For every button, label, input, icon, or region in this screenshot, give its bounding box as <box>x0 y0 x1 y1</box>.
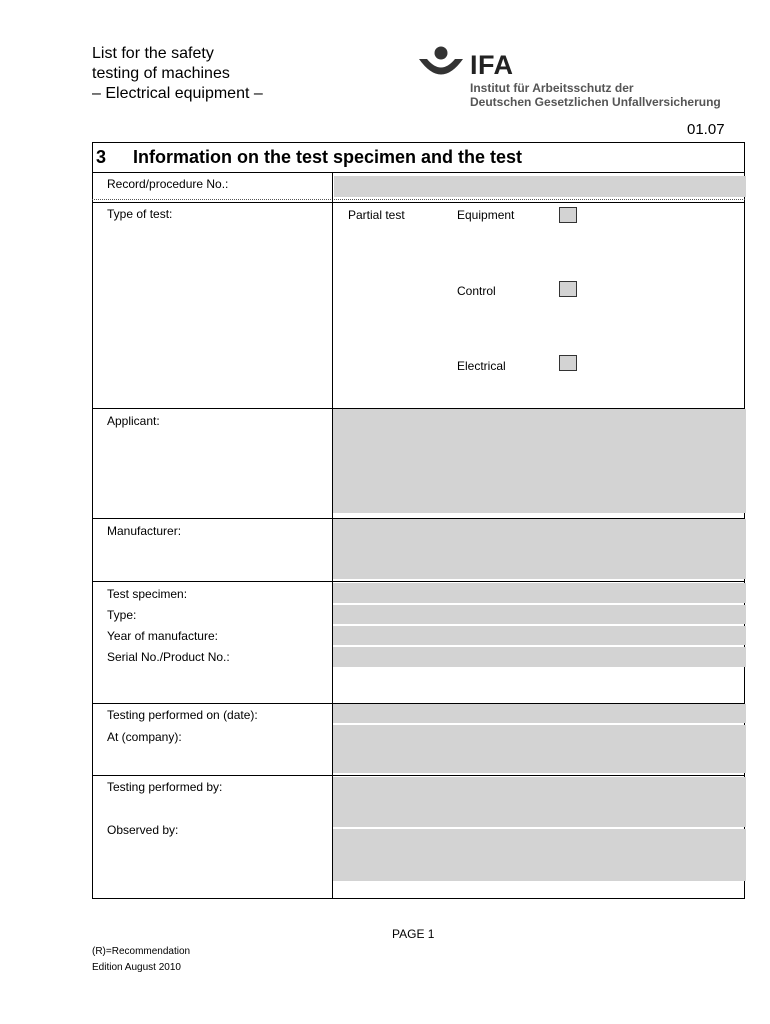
logo-subtitle-line: Deutschen Gesetzlichen Unfallversicherung <box>470 95 721 109</box>
type-label: Type: <box>107 608 137 622</box>
type-of-test-label: Type of test: <box>107 207 173 221</box>
test-specimen-field[interactable] <box>333 583 746 603</box>
divider <box>92 172 745 173</box>
year-of-manufacture-field[interactable] <box>333 626 746 645</box>
testing-date-field[interactable] <box>333 704 746 723</box>
recommendation-note: (R)=Recommendation <box>92 946 191 957</box>
divider <box>92 775 745 776</box>
observed-by-field[interactable] <box>333 829 746 881</box>
testing-date-label: Testing performed on (date): <box>107 708 258 722</box>
option-control-label: Control <box>457 284 496 298</box>
option-equipment-label: Equipment <box>457 208 515 222</box>
section-title: Information on the test specimen and the test <box>133 147 523 167</box>
equipment-checkbox[interactable] <box>559 207 577 223</box>
performed-by-label: Testing performed by: <box>107 780 223 794</box>
edition-note: Edition August 2010 <box>92 962 181 973</box>
partial-test-label: Partial test <box>348 208 405 222</box>
control-checkbox[interactable] <box>559 281 577 297</box>
manufacturer-field[interactable] <box>333 519 746 579</box>
document-title <box>92 44 263 104</box>
divider <box>92 581 745 582</box>
applicant-field[interactable] <box>333 409 746 513</box>
company-label: At (company): <box>107 730 182 744</box>
type-field[interactable] <box>333 605 746 624</box>
version-number: 01.07 <box>687 121 725 138</box>
applicant-label: Applicant: <box>107 414 160 428</box>
serial-product-no-label: Serial No./Product No.: <box>107 650 230 664</box>
document-title-line: testing of machines <box>92 65 230 82</box>
logo-subtitle-line: Institut für Arbeitsschutz der <box>470 81 634 95</box>
manufacturer-label: Manufacturer: <box>107 524 182 538</box>
observed-by-label: Observed by: <box>107 823 179 837</box>
electrical-checkbox[interactable] <box>559 355 577 371</box>
divider <box>92 202 745 203</box>
company-field[interactable] <box>333 725 746 773</box>
document-title-line: List for the safety <box>92 45 214 62</box>
document-title-line: – Electrical equipment – <box>92 85 263 102</box>
divider <box>92 199 745 200</box>
year-of-manufacture-label: Year of manufacture: <box>107 629 218 643</box>
record-procedure-label: Record/procedure No.: <box>107 177 229 191</box>
ifa-logo-icon <box>417 46 465 80</box>
logo-subtitle <box>470 81 721 109</box>
test-specimen-label: Test specimen: <box>107 587 188 601</box>
page-number: PAGE 1 <box>392 927 435 941</box>
footer-notes <box>92 944 190 976</box>
section-number: 3 <box>96 147 107 167</box>
option-electrical-label: Electrical <box>457 359 506 373</box>
record-procedure-field[interactable] <box>334 176 746 197</box>
performed-by-field[interactable] <box>333 777 746 827</box>
serial-product-no-field[interactable] <box>333 647 746 667</box>
logo-name: IFA <box>470 50 514 80</box>
